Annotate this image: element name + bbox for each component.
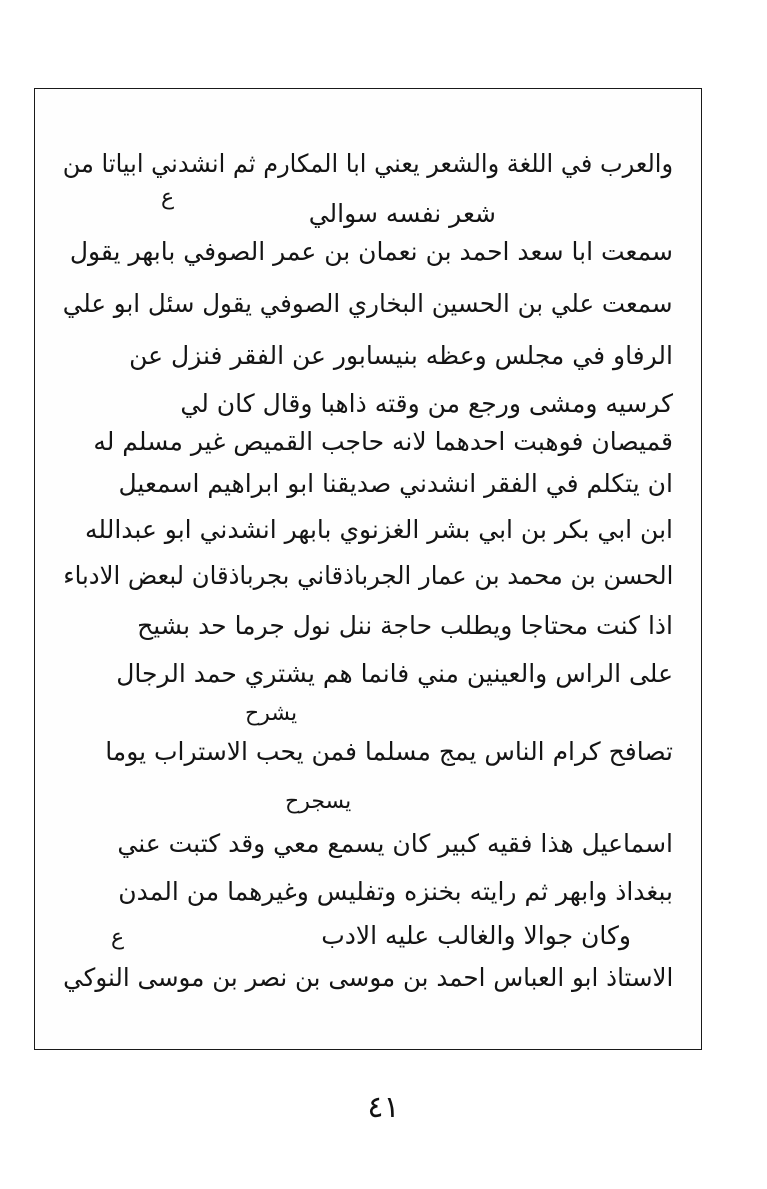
text-line-6: كرسيه ومشى ورجع من وقته ذاهبا وقال كان لي	[180, 389, 673, 418]
text-line-4: سمعت علي بن الحسين البخاري الصوفي يقول سئل ابو علي	[63, 289, 673, 318]
text-line-1: والعرب في اللغة والشعر يعني ابا المكارم ثم انشدني ابياتا من	[62, 149, 673, 178]
text-line-11: اذا كنت محتاجا ويطلب حاجة ننل نول جرما حد بشيح	[137, 611, 673, 640]
text-line-10: الحسن بن محمد بن عمار الجرباذقاني بجرباذقان لبعض الادباء	[62, 561, 673, 590]
manuscript-page	[34, 88, 702, 1050]
text-line-2: شعر نفسه سوالي	[308, 199, 496, 228]
text-line-5: الرفاو في مجلس وعظه بنيسابور عن الفقر فنزل عن	[129, 341, 673, 370]
text-line-12: على الراس والعينين مني فانما هم يشتري حمد الرجال	[116, 659, 673, 688]
interlinear-note-1: يشرح	[245, 701, 298, 726]
marginal-mark-1: ع	[161, 185, 175, 210]
text-line-9: ابن ابي بكر بن ابي بشر الغزنوي بابهر انشدني ابو عبدالله	[85, 515, 673, 544]
text-line-16: وكان جوالا والغالب عليه الادب	[321, 921, 631, 950]
text-line-17: الاستاذ ابو العباس احمد بن موسى بن نصر بن موسى النوكي	[62, 963, 673, 992]
text-line-7: قميصان فوهبت احدهما لانه حاجب القميص غير مسلم له	[93, 427, 673, 456]
text-line-14: اسماعيل هذا فقيه كبير كان يسمع معي وقد كتبت عني	[117, 829, 673, 858]
page-number: ٤١	[367, 1090, 400, 1125]
text-line-3: سمعت ابا سعد احمد بن نعمان بن عمر الصوفي بابهر يقول	[69, 237, 673, 266]
text-line-8: ان يتكلم في الفقر انشدني صديقنا ابو ابراهيم اسمعيل	[118, 469, 673, 498]
text-line-13: تصافح كرام الناس يمج مسلما فمن يحب الاستراب يوما	[105, 737, 673, 766]
text-line-15: ببغداذ وابهر ثم رايته بخنزه وتفليس وغيرهما من المدن	[118, 877, 673, 906]
interlinear-note-2: يسجرح	[285, 789, 352, 814]
marginal-mark-2: ع	[111, 925, 125, 950]
